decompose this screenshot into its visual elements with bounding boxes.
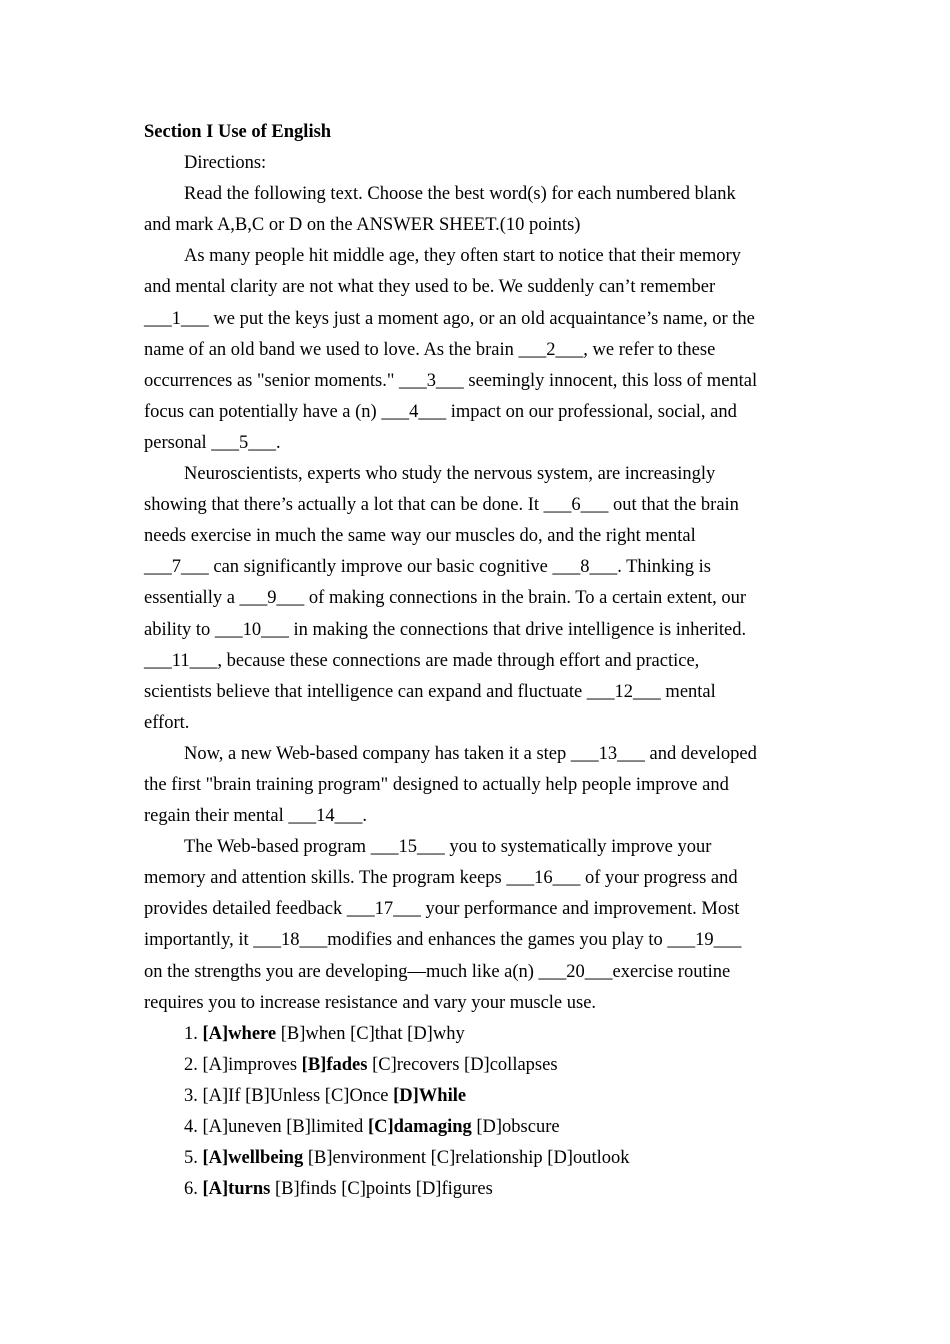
passage-line: the first "brain training program" designed to actually help people improve and	[144, 774, 729, 795]
answer-option: [A]improves	[202, 1054, 298, 1075]
passage-line: provides detailed feedback ___17___ your performance and improvement. Most	[144, 899, 740, 920]
passage-line: As many people hit middle age, they often start to notice that their memory	[184, 246, 741, 267]
answer-option: [B]Unless	[245, 1085, 321, 1106]
answer-option-correct: [C]damaging	[367, 1117, 472, 1137]
question-item	[144, 1112, 808, 1143]
answer-option: [C]Once	[324, 1085, 389, 1106]
passage-line: focus can potentially have a (n) ___4___ impact on our professional, social, and	[144, 401, 737, 422]
question-number: 3.	[184, 1085, 198, 1106]
answer-option-correct: [A]turns	[202, 1179, 271, 1200]
question-item	[144, 1081, 808, 1112]
passage-line: scientists believe that intelligence can expand and fluctuate ___12___ mental	[144, 681, 716, 702]
answer-option: [B]limited	[286, 1117, 364, 1137]
passage-line: memory and attention skills. The program keeps ___16___ of your progress and	[144, 868, 738, 889]
question-item	[144, 1143, 808, 1174]
passage-line: occurrences as "senior moments." ___3___ seemingly innocent, this loss of mental	[144, 370, 758, 391]
passage-line: showing that there’s actually a lot that can be done. It ___6___ out that the brain	[144, 495, 739, 516]
question-number: 1.	[184, 1023, 198, 1044]
question-number: 6.	[184, 1179, 198, 1200]
answer-option: [B]environment	[307, 1148, 427, 1169]
passage-line: ability to ___10___ in making the connections that drive intelligence is inherited.	[144, 619, 747, 640]
passage-line: essentially a ___9___ of making connections in the brain. To a certain extent, our	[144, 588, 747, 609]
passage-line: Neuroscientists, experts who study the nervous system, are increasingly	[184, 464, 716, 485]
passage-paragraph	[144, 459, 808, 739]
passage-line: The Web-based program ___15___ you to systematically improve your	[184, 837, 712, 858]
directions-line: and mark A,B,C or D on the ANSWER SHEET.(10 points)	[144, 215, 581, 236]
answer-option: [A]uneven	[202, 1117, 282, 1137]
directions-label: Directions:	[184, 153, 267, 174]
answer-option: [B]finds	[274, 1179, 337, 1200]
question-item	[144, 1174, 808, 1205]
passage-line: on the strengths you are developing—much like a(n) ___20___exercise routine	[144, 961, 731, 982]
passage-line: importantly, it ___18___modifies and enhances the games you play to ___19___	[144, 930, 742, 951]
answer-option: [D]why	[407, 1023, 465, 1044]
answer-option: [B]when	[280, 1023, 346, 1044]
passage-line: regain their mental ___14___.	[144, 806, 367, 827]
answer-option-correct: [A]where	[202, 1023, 277, 1044]
question-number: 4.	[184, 1117, 198, 1137]
section-title: Section I Use of English	[144, 122, 332, 142]
question-item	[144, 1050, 808, 1081]
passage-line: name of an old band we used to love. As the brain ___2___, we refer to these	[144, 339, 716, 360]
passage-paragraph	[144, 241, 808, 459]
answer-option: [D]figures	[415, 1179, 493, 1200]
question-number: 5.	[184, 1148, 198, 1169]
answer-option: [A]If	[202, 1085, 241, 1106]
question-list	[144, 1019, 808, 1206]
answer-option: [D]outlook	[547, 1148, 630, 1169]
passage-paragraph	[144, 739, 808, 832]
answer-option: [C]recovers	[372, 1054, 460, 1075]
passage-line: ___1___ we put the keys just a moment ago, or an old acquaintance’s name, or the	[144, 308, 755, 329]
answer-option-correct: [A]wellbeing	[202, 1148, 304, 1169]
directions-line: Read the following text. Choose the best word(s) for each numbered blank	[184, 184, 736, 205]
passage-line: Now, a new Web-based company has taken it a step ___13___ and developed	[184, 743, 757, 764]
answer-option: [D]collapses	[464, 1054, 558, 1075]
passage-line: ___11___, because these connections are made through effort and practice,	[144, 650, 700, 671]
passage-paragraph	[144, 832, 808, 1019]
passage-line: requires you to increase resistance and vary your muscle use.	[144, 992, 597, 1013]
document-page	[144, 117, 808, 1205]
passage-line: ___7___ can significantly improve our basic cognitive ___8___. Thinking is	[144, 557, 711, 578]
answer-option: [C]that	[350, 1023, 403, 1044]
passage-line: effort.	[144, 712, 190, 733]
question-number: 2.	[184, 1054, 198, 1075]
question-item	[144, 1019, 808, 1050]
passage-line: and mental clarity are not what they used to be. We suddenly can’t remember	[144, 277, 716, 298]
passage-line: personal ___5___.	[144, 432, 281, 453]
answer-option: [C]relationship	[430, 1148, 543, 1169]
passage-line: needs exercise in much the same way our muscles do, and the right mental	[144, 526, 696, 547]
answer-option-correct: [D]While	[393, 1085, 467, 1106]
passage	[144, 241, 808, 1018]
answer-option-correct: [B]fades	[301, 1054, 368, 1075]
answer-option: [C]points	[341, 1179, 412, 1200]
answer-option: [D]obscure	[476, 1117, 560, 1137]
